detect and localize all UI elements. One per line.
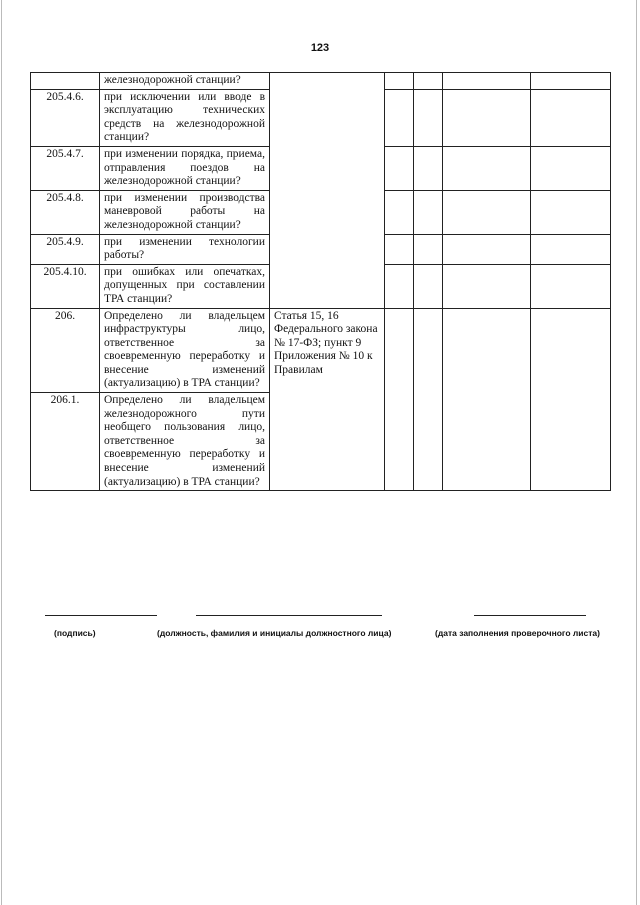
answer-na-cell	[443, 264, 531, 308]
answer-no-cell	[414, 308, 443, 491]
row-number: 205.4.8.	[31, 190, 100, 234]
row-number: 205.4.10.	[31, 264, 100, 308]
row-question: при изменении производства маневровой работы на железнодорожной станции?	[100, 190, 270, 234]
answer-yes-cell	[385, 264, 414, 308]
answer-yes-cell	[385, 89, 414, 146]
row-question: при исключении или вводе в эксплуатацию технических средств на железнодорожной станции?	[100, 89, 270, 146]
answer-no-cell	[414, 190, 443, 234]
answer-no-cell	[414, 234, 443, 264]
note-cell	[531, 264, 611, 308]
table-row	[31, 308, 611, 393]
answer-yes-cell	[385, 73, 414, 90]
row-question: при изменении технологии работы?	[100, 234, 270, 264]
row-question: Определено ли владельцем железнодорожного пути необщего пользования лицо, ответственное за своевременную переработку и внесение изменений (актуализацию) в ТРА станции?	[100, 393, 270, 491]
note-cell	[531, 146, 611, 190]
row-number: 206.	[31, 308, 100, 393]
row-question: при изменении порядка, приема, отправления поездов на железнодорожной станции?	[100, 146, 270, 190]
date-label: (дата заполнения проверочного листа)	[435, 628, 600, 638]
row-question: железнодорожной станции?	[100, 73, 270, 90]
table-row	[31, 73, 611, 90]
note-cell	[531, 73, 611, 90]
answer-yes-cell	[385, 234, 414, 264]
checklist-table	[30, 72, 611, 491]
row-number: 205.4.6.	[31, 89, 100, 146]
answer-yes-cell	[385, 146, 414, 190]
row-question: Определено ли владельцем инфраструктуры лицо, ответственное за своевременную переработку и внесение изменений (актуализацию) в ТРА станции?	[100, 308, 270, 393]
row-reference-empty	[270, 73, 385, 309]
row-number	[31, 73, 100, 90]
scan-left-edge	[1, 0, 2, 905]
row-question: при ошибках или опечатках, допущенных при составлении ТРА станции?	[100, 264, 270, 308]
answer-yes-cell	[385, 190, 414, 234]
row-reference: Статья 15, 16 Федерального закона № 17-ФЗ; пункт 9 Приложения № 10 к Правилам	[270, 308, 385, 491]
signature-line	[45, 615, 157, 616]
answer-na-cell	[443, 190, 531, 234]
note-cell	[531, 308, 611, 491]
answer-na-cell	[443, 89, 531, 146]
answer-na-cell	[443, 73, 531, 90]
note-cell	[531, 190, 611, 234]
note-cell	[531, 234, 611, 264]
answer-na-cell	[443, 308, 531, 491]
page-number: 123	[310, 42, 330, 54]
scan-right-edge	[636, 0, 637, 905]
row-number: 205.4.7.	[31, 146, 100, 190]
answer-yes-cell	[385, 308, 414, 491]
row-number: 206.1.	[31, 393, 100, 491]
position-line	[196, 615, 382, 616]
answer-no-cell	[414, 73, 443, 90]
answer-no-cell	[414, 146, 443, 190]
signature-label: (подпись)	[54, 628, 96, 638]
answer-na-cell	[443, 146, 531, 190]
answer-na-cell	[443, 234, 531, 264]
row-number: 205.4.9.	[31, 234, 100, 264]
position-label: (должность, фамилия и инициалы должностного лица)	[157, 628, 392, 638]
answer-no-cell	[414, 264, 443, 308]
note-cell	[531, 89, 611, 146]
date-line	[474, 615, 586, 616]
answer-no-cell	[414, 89, 443, 146]
